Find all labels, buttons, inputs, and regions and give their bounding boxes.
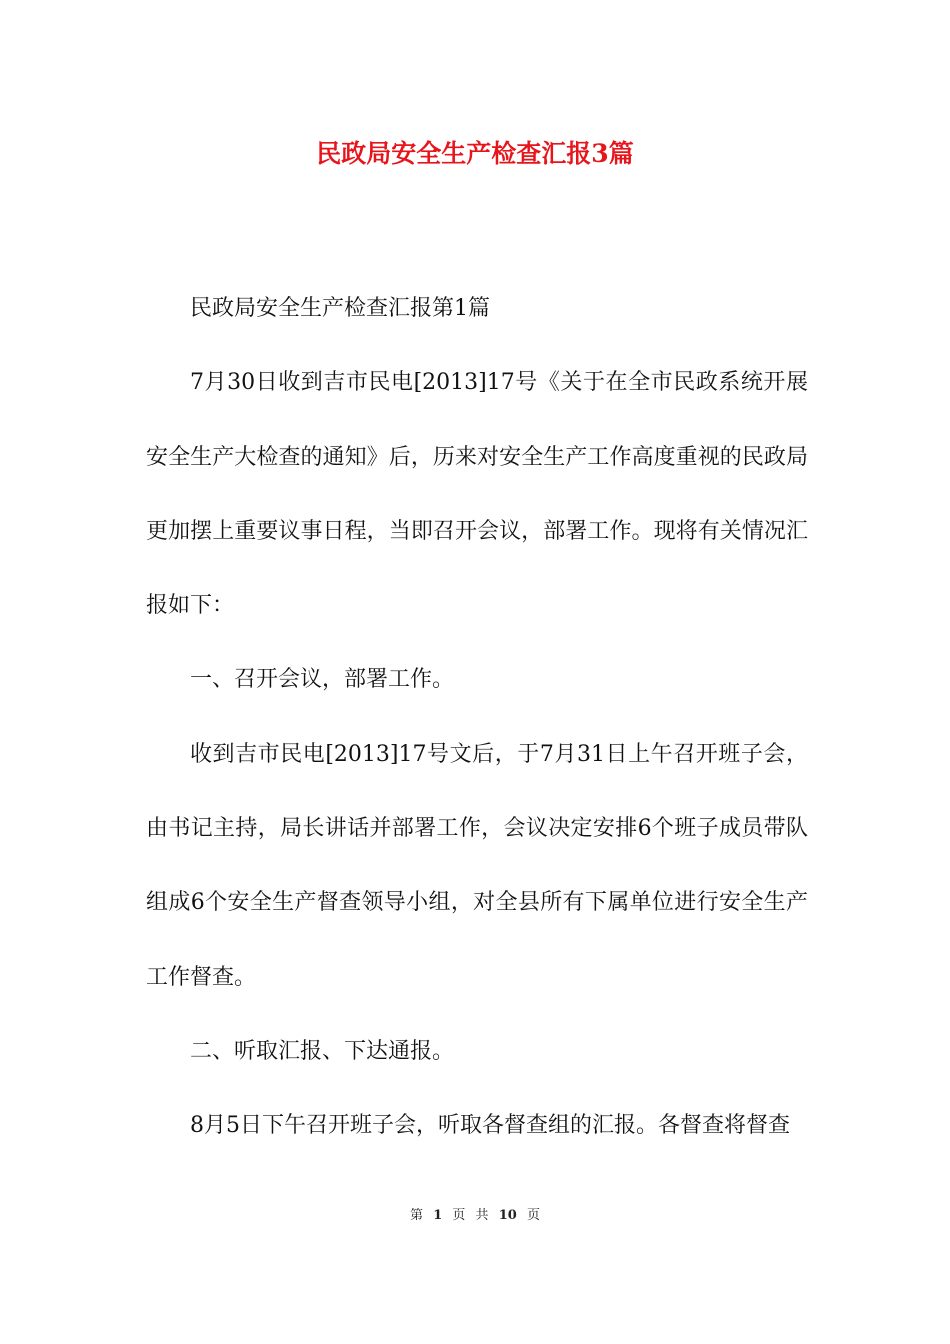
paragraph: 7月30日收到吉市民电[2013]17号《关于在全市民政系统开展安全生产大检查的通知》后，历来对安全生产工作高度重视的民政局更加摆上重要议事日程，当即召开会议，部署工作。现将有关情况汇报如下： [146,370,808,619]
footer-prefix: 第 [410,1208,424,1223]
footer-page-word: 页 [452,1208,466,1223]
footer-total-word: 共 [475,1208,489,1223]
section-heading: 民政局安全生产检查汇报第1篇 [190,296,490,321]
footer-page-number: 1 [433,1208,443,1223]
paragraph: 收到吉市民电[2013]17号文后，于7月31日上午召开班子会，由书记主持，局长讲话并部署工作，会议决定安排6个班子成员带队组成6个安全生产督查领导小组，对全县所有下属单位进行安全生产工作督查。 [146,741,808,990]
footer-suffix: 页 [526,1208,540,1223]
paragraph: 8月5日下午召开班子会，听取各督查组的汇报。各督查将督查 [190,1113,790,1139]
footer-total-pages: 10 [498,1208,517,1223]
document-body [146,272,808,1164]
section-heading: 二、听取汇报、下达通报。 [190,1038,455,1064]
document-title: 民政局安全生产检查汇报3篇 [316,139,634,168]
section-heading: 一、召开会议，部署工作。 [190,667,455,693]
page-footer [0,1206,950,1226]
